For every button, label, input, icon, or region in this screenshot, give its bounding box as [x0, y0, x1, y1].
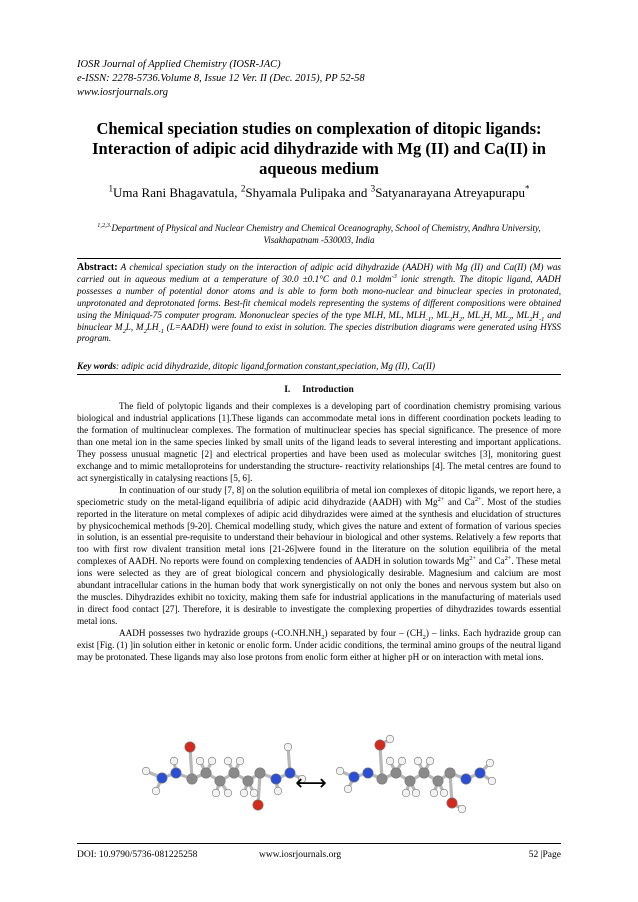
enolic-form-atom-N: [349, 772, 359, 782]
p2-sup: 2+: [504, 555, 512, 563]
author-3: Satyanarayana Atreyapurapu: [375, 185, 525, 200]
p3-sub: 2: [321, 633, 325, 641]
ketonic-form-atom-N: [271, 774, 281, 784]
author-1: Uma Rani Bhagavatula,: [113, 185, 241, 200]
author-3-sup: 3: [370, 183, 376, 194]
abstract-species: H: [452, 309, 459, 320]
affiliation-sup: 1,2,3.: [97, 222, 112, 229]
ketonic-form-atom-N: [157, 773, 167, 783]
journal-name: IOSR Journal of Applied Chemistry (IOSR-JAC): [77, 59, 281, 70]
p2-sup: 2+: [437, 495, 445, 503]
abstract-sub: -1: [538, 315, 545, 323]
abstract-sub: 2: [458, 315, 463, 323]
p2-sup: 2+: [474, 495, 482, 503]
abstract-text-2: ionic strength. The ditopic ligand, AADH possesses a number of potential donor atoms and is able to form both mono-nuclear and binuclear species in protonated, unprotonated and deprotonated forms. Best-fit chemical models representing the systems of different compositions were obtained using the Miniquad-75 computer program. Mononuclear species of the type MLH, ML, MLH: [77, 273, 561, 320]
enolic-form-atom-H: [440, 789, 448, 797]
paragraph-3: [77, 628, 561, 664]
enolic-form-atom-C: [445, 768, 455, 778]
enolic-form-atom-H: [430, 789, 438, 797]
p3-text: ) separated by four – (CH: [324, 628, 423, 639]
abstract-species: L, M: [125, 321, 144, 332]
ketonic-form-atom-O: [253, 800, 263, 810]
ketonic-form-atom-C: [215, 776, 225, 786]
enolic-form-atom-H: [486, 759, 494, 767]
abstract-sub: 2: [449, 315, 453, 323]
ketonic-form-atom-N: [171, 768, 181, 778]
enolic-form-atom-H: [488, 777, 496, 785]
p2-sup: 2+: [469, 555, 477, 563]
ketonic-form-atom-H: [196, 757, 204, 765]
keywords-label: Key words: [77, 361, 117, 371]
enolic-form-atom-N: [461, 774, 471, 784]
enolic-form-atom-C: [433, 776, 443, 786]
keywords-text: : adipic acid dihydrazide, ditopic ligand,formation constant,speciation, Mg (II), Ca(II): [116, 361, 436, 371]
abstract-label: Abstract:: [77, 262, 118, 273]
ketonic-form-atom-C: [243, 776, 253, 786]
enolic-form-atom-H: [402, 789, 410, 797]
journal-url: www.iosrjournals.org: [77, 87, 169, 98]
abstract-text-1: A chemical speciation study on the interaction of adipic acid dihydrazide (AADH) with Mg (II) and Ca(II) (M) was carried out in aqueous medium at a temperature of 30.0 ±0.1°C and 0.1 moldm: [77, 262, 561, 284]
keywords: [77, 360, 561, 372]
abstract-text-3: (L=AADH) were found to exist in solution. The species distribution diagrams were generated using HYSS program.: [77, 321, 561, 344]
p3-text: AADH possesses two hydrazide groups (-CO.NH.NH: [119, 628, 322, 639]
enolic-form-atom-H: [336, 767, 344, 775]
enolic-form-atom-H: [412, 789, 420, 797]
author-2-sup: 2: [240, 183, 246, 194]
enolic-form-atom-H: [398, 757, 406, 765]
enolic-form-atom-C: [405, 776, 415, 786]
footer-doi: DOI: 10.9790/5736-081225258: [77, 850, 198, 860]
enolic-form-atom-N: [475, 768, 485, 778]
section-number: I.: [284, 385, 291, 395]
ketonic-form-atom-H: [224, 789, 232, 797]
abstract-species: H, ML: [483, 309, 508, 320]
abstract-sub: 2: [480, 315, 484, 323]
abstract-top-rule: [77, 258, 561, 259]
equilibrium-arrow: ⟷: [295, 771, 327, 796]
enolic-form-atom-H: [344, 785, 352, 793]
p2-text: and Ca: [444, 496, 475, 507]
ketonic-form-atom-N: [285, 768, 295, 778]
molecule-figure: [140, 733, 500, 830]
enolic-form-atom-C: [391, 768, 401, 778]
abstract-sup-unit: -3: [391, 272, 397, 280]
ketonic-form-atom-H: [284, 743, 292, 751]
ketonic-form-atom-H: [224, 757, 232, 765]
ketonic-form-atom-H: [208, 757, 216, 765]
ketonic-form-atom-H: [152, 787, 160, 795]
enolic-form-atom-C: [377, 774, 387, 784]
paragraph-2: [77, 485, 561, 628]
p2-text: and Ca: [476, 556, 505, 567]
p3-text: ) – links. Each hydrazide group can exist [Fig. (1) ]in solution either in ketonic or enolic form. Under acidic conditions, the terminal amino groups of the neutral ligand may be protonated. These ligands may also lose protons from enolic form either at higher pH or on interaction with metal ions.: [77, 628, 561, 663]
ketonic-form-atom-H: [240, 789, 248, 797]
p2-text: In continuation of our study [7, 8] on the solution equilibria of metal ion complexes of ditopic ligands, we report here, a speciometric study on the metal-ligand equilibria of adipic acid dihydrazide (AADH) with Mg: [77, 484, 561, 507]
abstract-sub: -1: [158, 327, 164, 335]
p2-text: . These metal ions were selected as they are of great biological concern and physiologically desirable. Magnesium and calcium are most abundant intracellular cations in the human body that work synergistically on not only the bones and nervous system but also on the muscles. Dihydrazides exhibit no toxicity, making them safe for industrial applications in the manufacturing of materials used in direct food contact [27]. Therefore, it is desirable to investigate the complexing properties of dihydrazides towards essential metal ions.: [77, 556, 561, 627]
ketonic-form-atom-C: [255, 768, 265, 778]
ketonic-form-atom-C: [187, 774, 197, 784]
footer-rule: [77, 843, 561, 844]
ketonic-form-atom-H: [250, 789, 258, 797]
ketonic-form-atom-H: [170, 757, 178, 765]
author-1-sup: 1: [108, 183, 113, 194]
keywords-bottom-rule: [77, 374, 561, 375]
abstract: [77, 262, 561, 345]
corresponding-mark: *: [524, 183, 530, 194]
abstract-sub: -1: [425, 315, 432, 323]
ketonic-form-atom-H: [142, 767, 150, 775]
introduction-body: [77, 401, 561, 664]
ketonic-form-atom-H: [236, 757, 244, 765]
abstract-species: , ML: [431, 309, 450, 320]
journal-header: [77, 58, 365, 100]
ketonic-form-atom-H: [274, 787, 282, 795]
enolic-form-atom-H: [386, 735, 394, 743]
abstract-sub: 2: [143, 327, 147, 335]
ketonic-form-atom-H: [212, 789, 220, 797]
enolic-form-atom-O: [375, 740, 385, 750]
abstract-species: LH: [146, 321, 159, 332]
affiliation-text: Department of Physical and Nuclear Chemistry and Chemical Oceanography, School of Chemistry, Andhra University, Visakhapatnam -530003, India: [111, 223, 541, 245]
enolic-form-atom-H: [386, 757, 394, 765]
enolic-form-atom-N: [363, 768, 373, 778]
enolic-form-atom-H: [414, 757, 422, 765]
footer-page: 52 |Page: [528, 850, 561, 860]
abstract-sub: 2: [507, 315, 512, 323]
enolic-form-atom-O: [447, 798, 457, 808]
footer-site: www.iosrjournals.org: [259, 850, 342, 860]
enolic-form-atom-H: [458, 805, 466, 813]
ketonic-form-atom-O: [185, 742, 195, 752]
author-list: [70, 184, 568, 202]
abstract-species: , ML: [462, 309, 481, 320]
journal-issn: e-ISSN: 2278-5736.Volume 8, Issue 12 Ver. II (Dec. 2015), PP 52-58: [77, 73, 365, 84]
paragraph-1: The field of polytopic ligands and their complexes is a developing part of coordination chemistry promising various biological and industrial applications [1].These ligands can accommodate metal ions in different coordination pockets leading to the formation of multinuclear complexes. The formation of multinuclear species has special significance. The presence of more than one metal ion in the same species linked by small units of the ligand leads to several interesting and important applications. They possess unusual magnetic [2] and electrical properties and have been used as molecular switches [3], monitoring guest exchange and to mimic metalloproteins for understanding the structure- reactivity relationships [4]. The metal centres are found to act synergistically in catalysing reactions [5, 6].: [77, 401, 561, 483]
enolic-form-atom-C: [419, 768, 429, 778]
abstract-sub: 2: [529, 315, 533, 323]
abstract-species: , ML: [511, 309, 530, 320]
ketonic-form-atom-C: [201, 768, 211, 778]
author-2: Shyamala Pulipaka and: [245, 185, 371, 200]
abstract-species: and binuclear M: [77, 309, 562, 332]
ketonic-form-atom-C: [229, 768, 239, 778]
p2-text: . Most of the studies reported in the literature on metal complexes of adipic acid dihydrazides were aimed at the synthesis and elucidation of structures by physicochemical methods [9-20]. Chemical modelling study, which gives the nature and extent of formation of various species in solution, is an essential pre-requisite to understand their behaviour in biological and other systems. Relatively a few reports that too with first row divalent transition metal ions [21-26]were found in the literature on the solution equilibria of the metal complexes of AADH. No reports were found on complexing tendencies of AADH in solution towards Mg: [77, 496, 561, 567]
affiliation: [70, 222, 568, 246]
section-title: Introduction: [302, 385, 354, 395]
abstract-species: H: [532, 309, 539, 320]
section-heading: [77, 385, 561, 395]
enolic-form-atom-H: [426, 757, 434, 765]
abstract-sub: 2: [122, 327, 126, 335]
paper-title: Chemical speciation studies on complexation of ditopic ligands: Interaction of adipic acid dihydrazide with Mg (II) and Ca(II) in aqueous medium: [92, 119, 546, 178]
p3-sub: 2: [422, 633, 426, 641]
